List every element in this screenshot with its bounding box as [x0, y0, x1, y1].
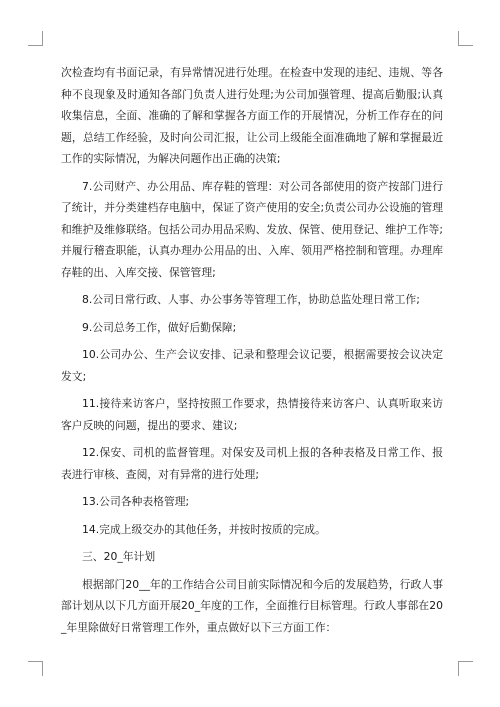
paragraph-plan-intro: 根据部门20__年的工作结合公司目前实际情况和今后的发展趋势，行政人事部计划从以下几方面开展20_年度的工作，全面推行目标管理。行政人事部在20_年里除做好日常管理工作外，重点做好以下三方面工作： — [61, 577, 443, 634]
section-heading-plan: 三、20_年计划 — [82, 550, 156, 563]
paragraph-inspection-records: 次检查均有书面记录，有异常情况进行处理。在检查中发现的违纪、违规、等各种不良现象及时通知各部门负责人进行处理;为公司加强管理、提高后勤服;认真收集信息，全面、准确的了解和掌握各方面工作的开展情况，分析工作存在的问题，总结工作经验，及时向公司汇报，让公司上级能全面准确地了解和掌握最近工作的实际情况，为解决问题作出正确的决策; — [61, 66, 443, 165]
paragraph-item-7: 7.公司财产、办公用品、库存鞋的管理：对公司各部使用的资产按部门进行了统计，并分类建档存电脑中，保证了资产使用的安全;负责公司办公设施的管理和维护及维修联络。包括公司办用品采购、发放、保管、使用登记、维护工作等;并履行稽查职能，认真办理办公用品的出、入库、领用严格控制和管理。办理库存鞋的出、入库交接、保管管理; — [61, 179, 443, 279]
document-body — [61, 62, 443, 638]
paragraph-item-12: 12.保安、司机的监督管理。对保安及司机上报的各种表格及日常工作、报表进行审核、查阅，对有异常的进行处理; — [61, 446, 443, 481]
paragraph-item-11: 11.接待来访客户，坚持按照工作要求，热情接待来访客户、认真听取来访客户反映的问题，提出的要求、建议; — [61, 397, 443, 432]
crop-mark-top-left — [28, 31, 43, 46]
crop-mark-top-right — [458, 31, 473, 46]
paragraph-item-10: 10.公司办公、生产会议安排、记录和整理会议记要，根据需要按会议决定发文; — [61, 348, 443, 383]
crop-mark-bottom-left — [28, 661, 43, 676]
paragraph-item-8: 8.公司日常行政、人事、办公事务等管理工作，协助总监处理日常工作; — [82, 293, 420, 306]
paragraph-item-14: 14.完成上级交办的其他任务，并按时按质的完成。 — [82, 522, 326, 536]
paragraph-item-9: 9.公司总务工作，做好后勤保障; — [82, 320, 237, 334]
crop-mark-bottom-right — [458, 661, 473, 676]
paragraph-item-13: 13.公司各种表格管理; — [82, 495, 190, 508]
